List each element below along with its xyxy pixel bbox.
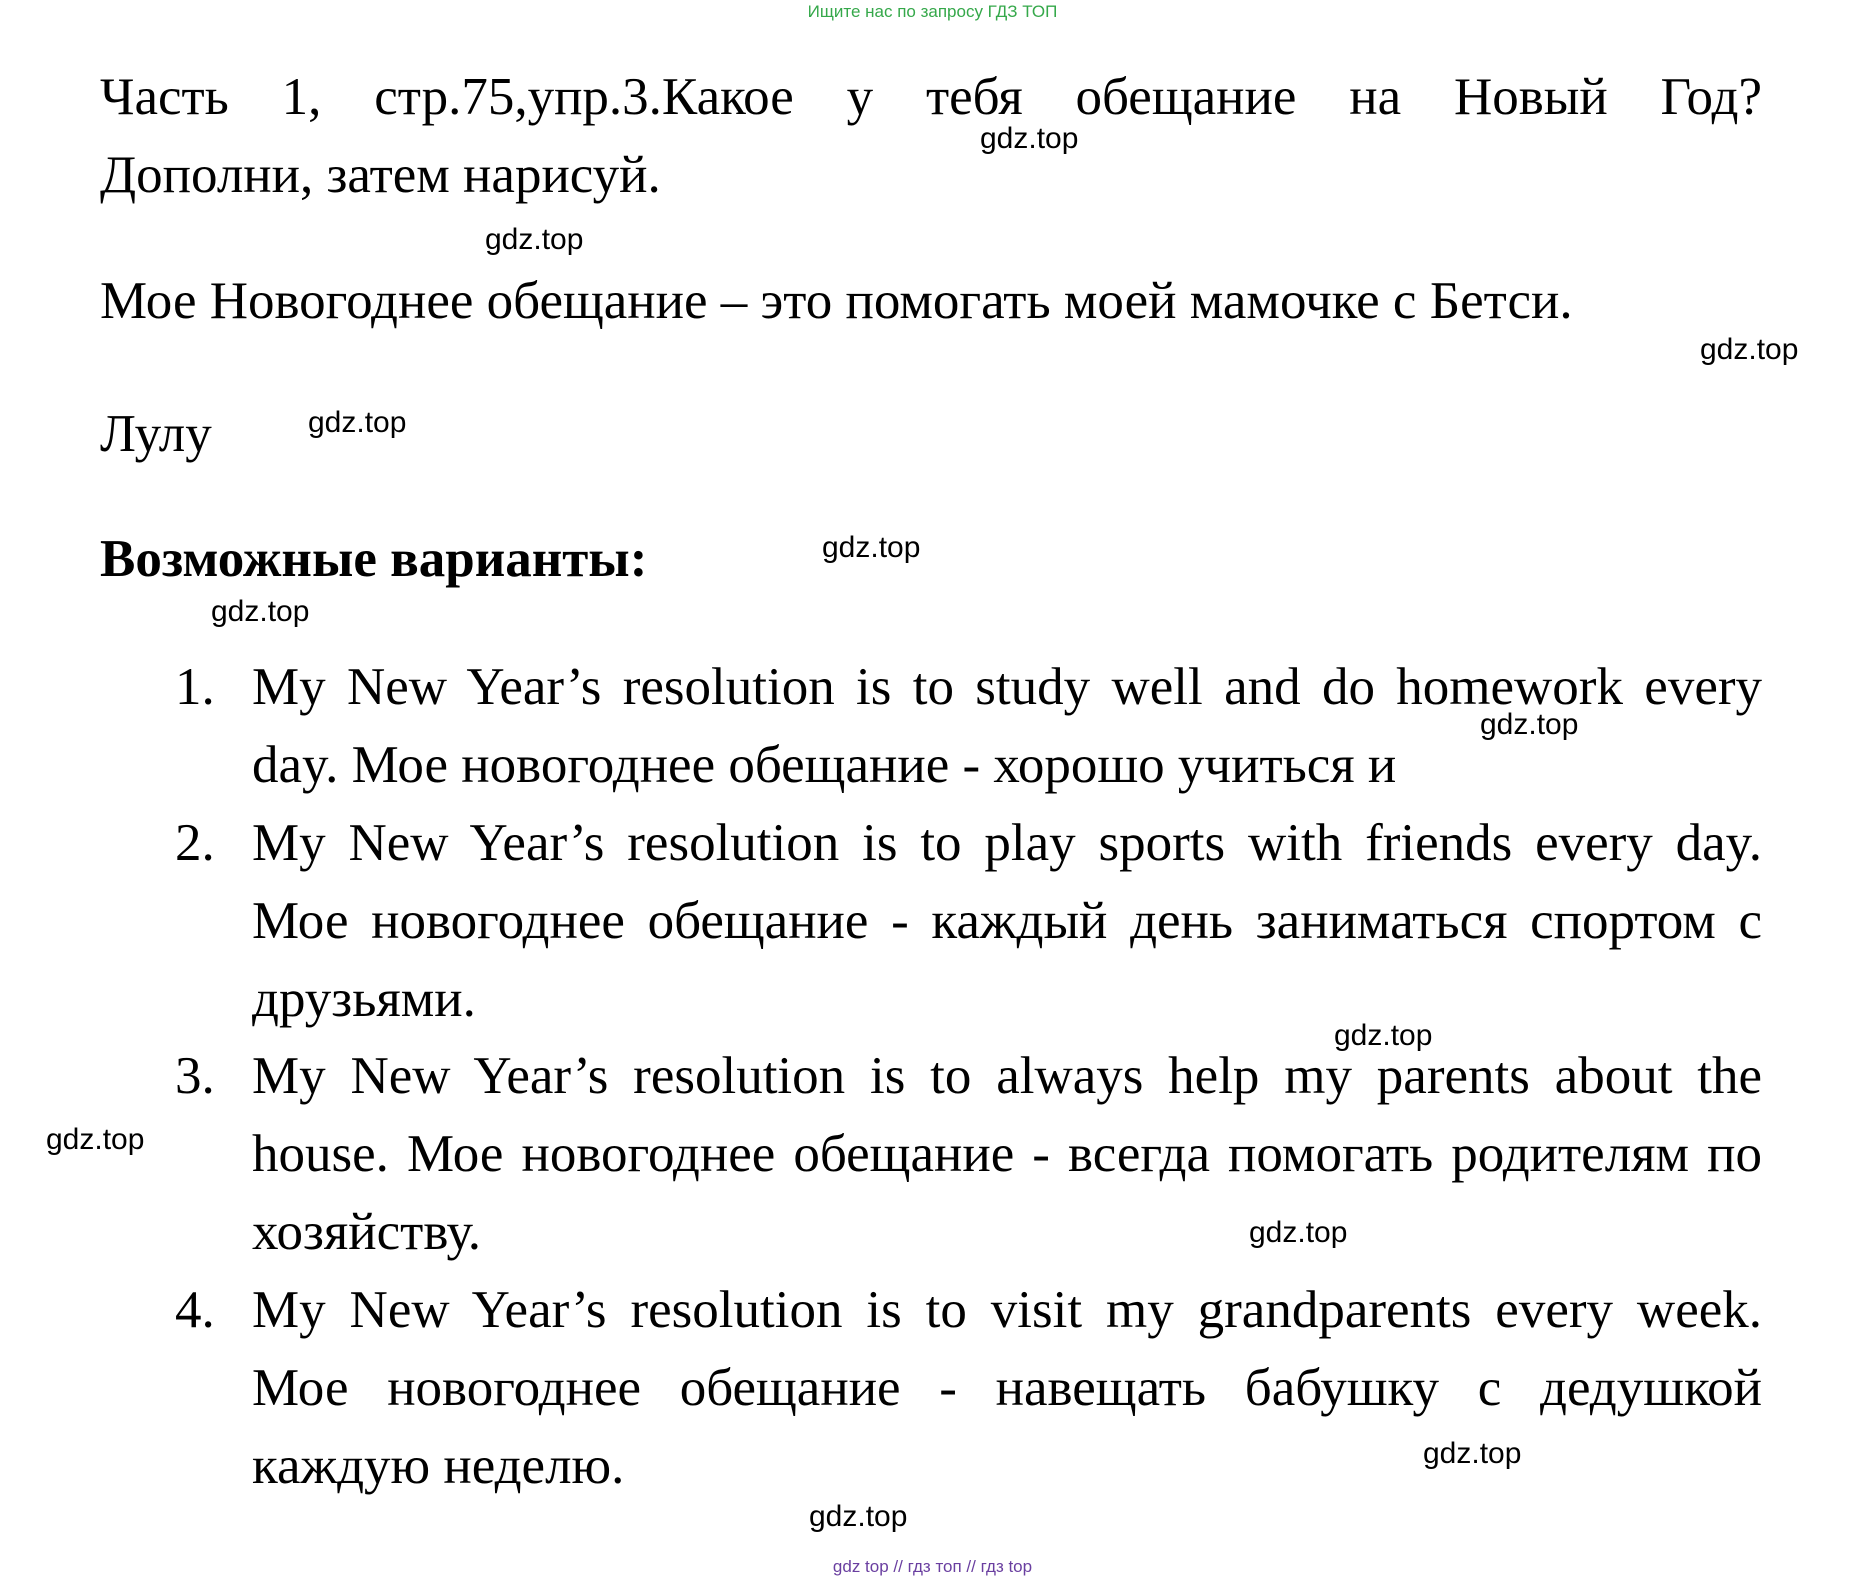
- exercise-title: [100, 58, 1762, 214]
- signature: Лулу: [100, 405, 212, 463]
- watermark: gdz.top: [1423, 1437, 1522, 1470]
- watermark: gdz.top: [1480, 708, 1579, 741]
- exercise-title-line2: Дополни, затем нарисуй.: [100, 146, 661, 204]
- watermark: gdz.top: [822, 531, 921, 564]
- variant-item: [175, 1271, 1762, 1505]
- watermark: gdz.top: [1334, 1019, 1433, 1052]
- exercise-title-line1: Часть 1, стр.75,упр.3.Какое у тебя обещание на Новый Год?: [100, 68, 1762, 126]
- watermark: gdz.top: [485, 223, 584, 256]
- watermark: gdz.top: [980, 122, 1079, 155]
- variant-number: 4.: [175, 1281, 215, 1339]
- variant-item: [175, 804, 1762, 1038]
- watermark: gdz.top: [46, 1123, 145, 1156]
- watermark: gdz.top: [1249, 1216, 1348, 1249]
- watermark: gdz.top: [211, 595, 310, 628]
- top-banner: Ищите нас по запросу ГДЗ ТОП: [807, 2, 1058, 21]
- variant-item: [175, 1037, 1762, 1271]
- watermark: gdz.top: [1700, 333, 1799, 366]
- bottom-banner: gdz top // гдз топ // гдз top: [832, 1557, 1033, 1576]
- watermark: gdz.top: [308, 406, 407, 439]
- variant-number: 2.: [175, 814, 215, 872]
- variant-number: 1.: [175, 658, 215, 716]
- variant-text: My New Year’s resolution is to visit my grandparents every week. Мое новогоднее обещание - навещать бабушку с дедушкой каждую неделю.: [252, 1281, 1762, 1495]
- variant-text: My New Year’s resolution is to study well and do homework every day. Мое новогоднее обещание - хорошо учиться и: [252, 658, 1762, 794]
- variant-text: My New Year’s resolution is to play sports with friends every day. Мое новогоднее обещание - каждый день заниматься спортом с друзьями.: [252, 814, 1762, 1028]
- variant-text: My New Year’s resolution is to always help my parents about the house. Мое новогоднее обещание - всегда помогать родителям по хозяйству.: [252, 1047, 1762, 1261]
- answer-sentence: Мое Новогоднее обещание – это помогать моей мамочке с Бетси.: [100, 272, 1573, 330]
- variants-heading: Возможные варианты:: [100, 530, 648, 588]
- watermark: gdz.top: [809, 1500, 908, 1533]
- variant-number: 3.: [175, 1047, 215, 1105]
